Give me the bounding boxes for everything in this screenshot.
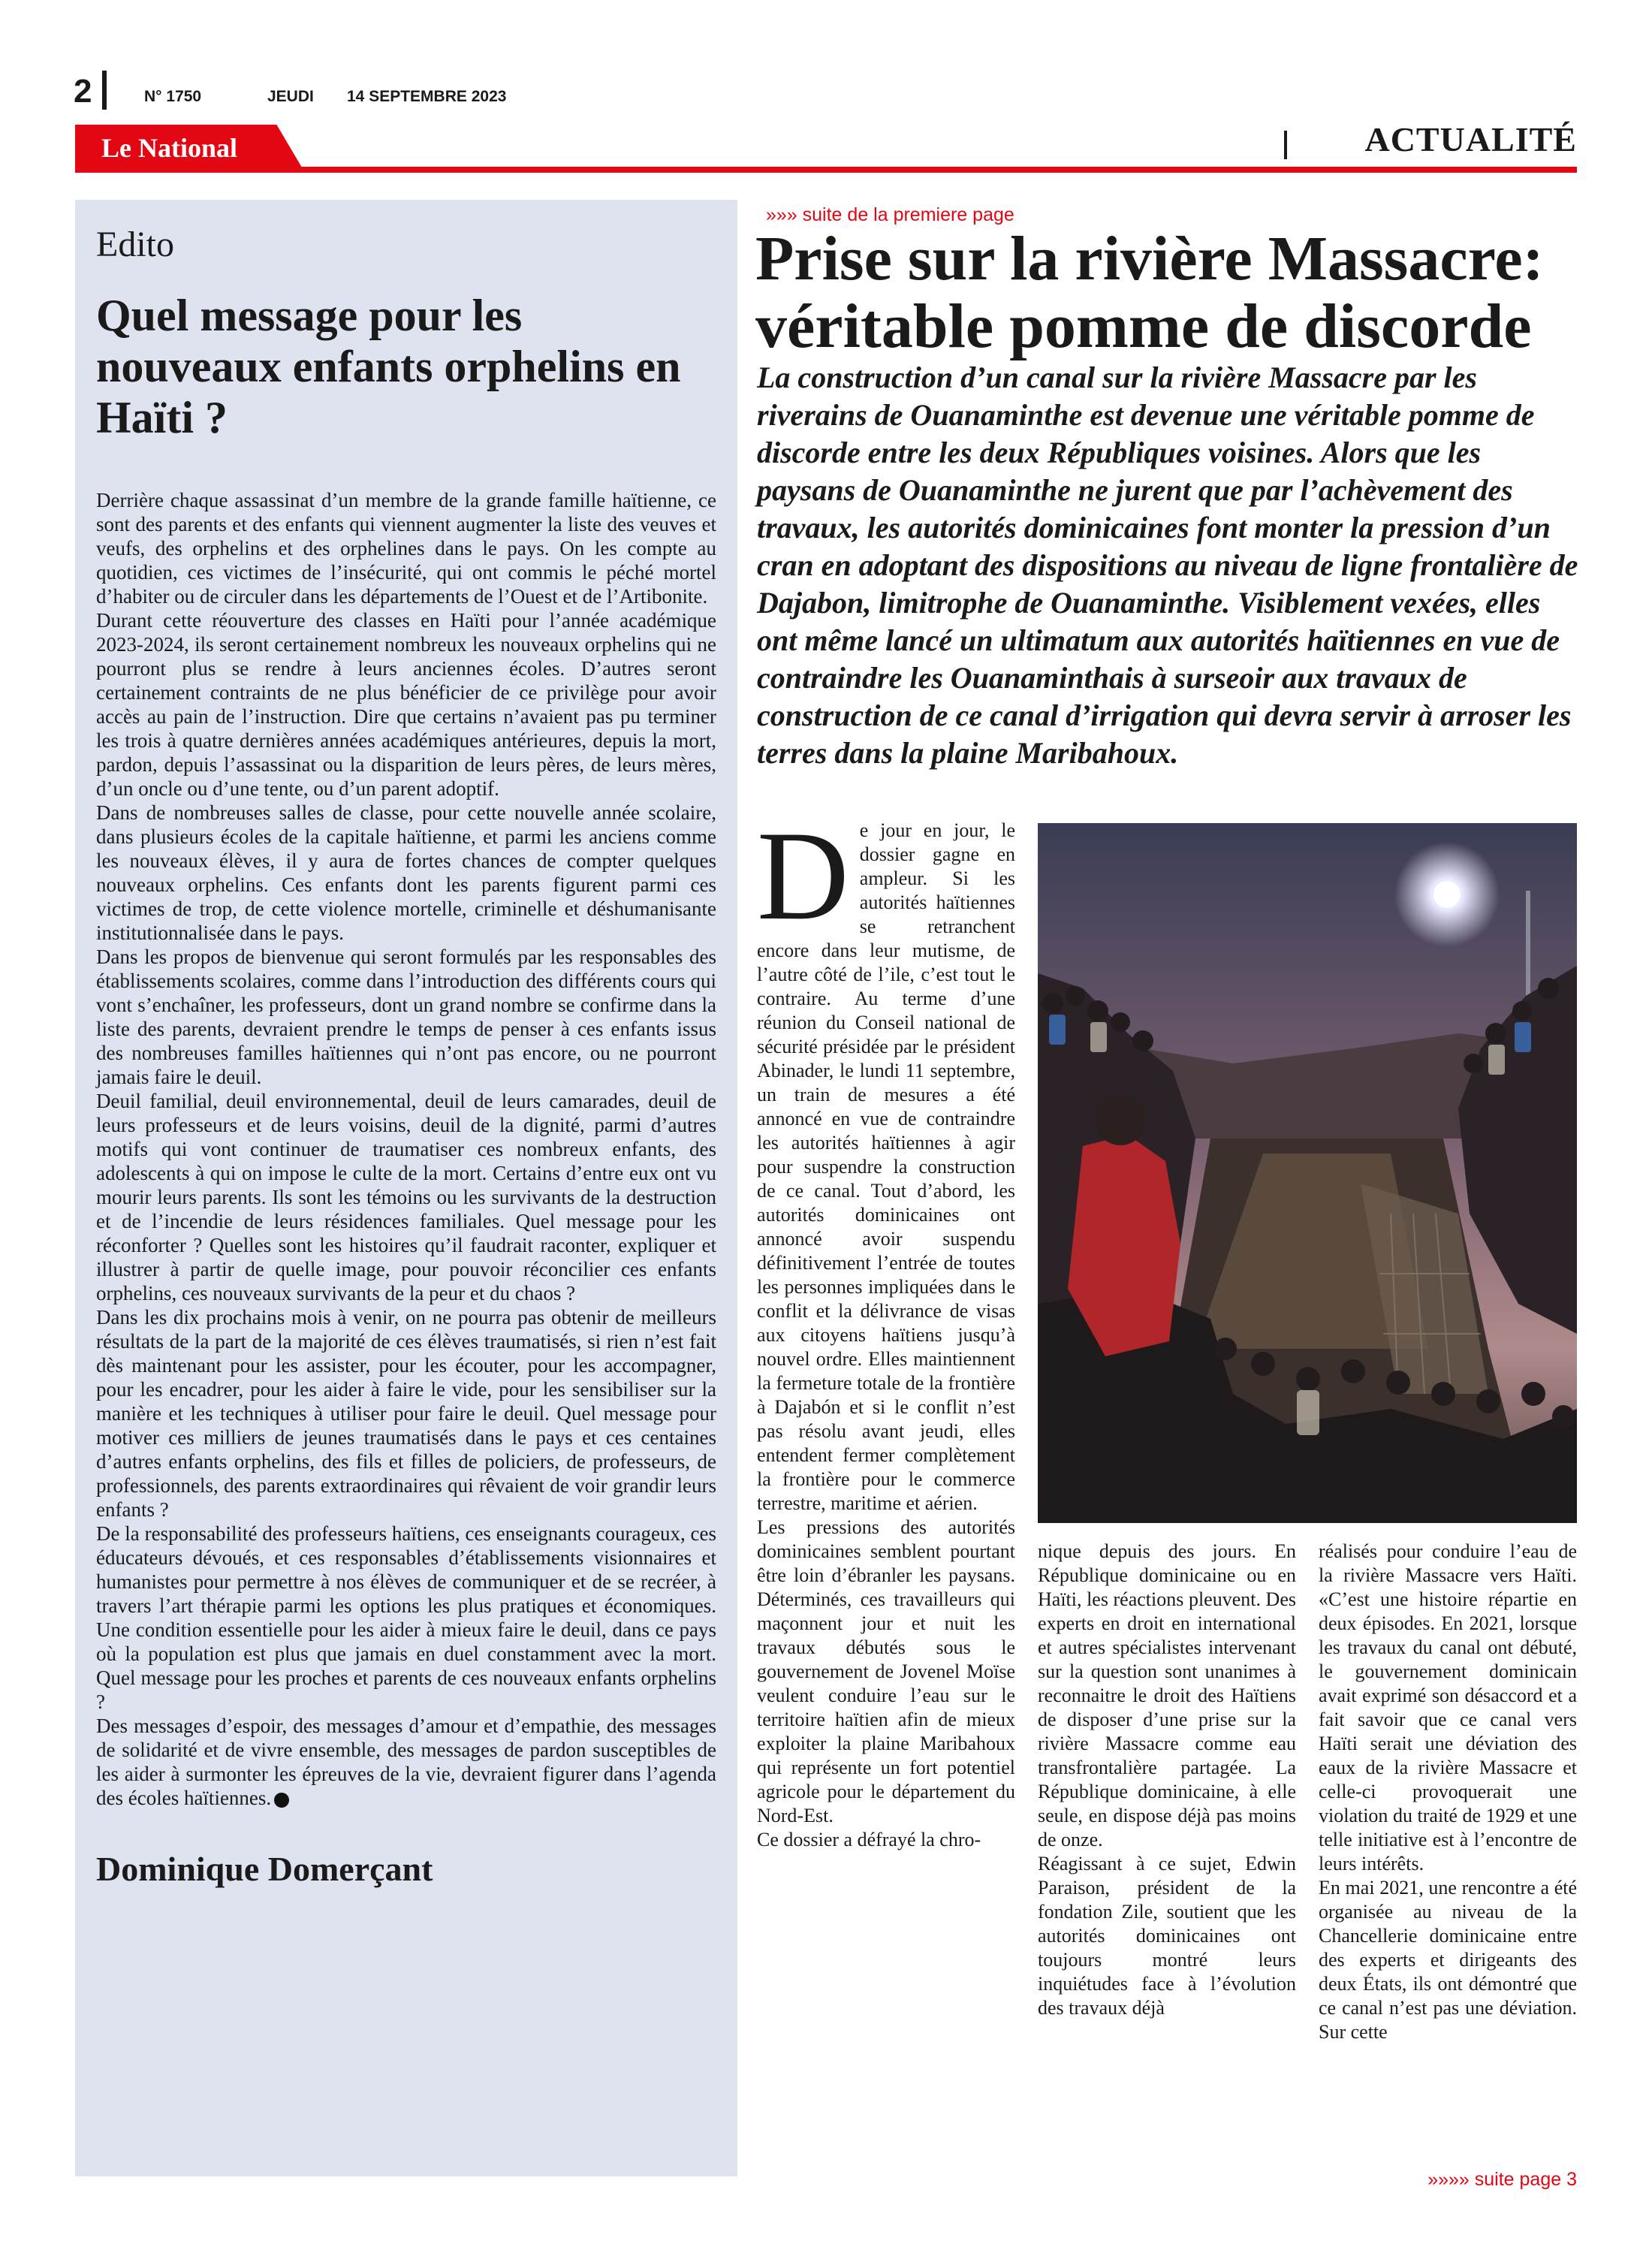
article-paragraph: En mai 2021, une rencontre a été organisée au niveau de la Chancellerie dominicaine entre des experts et dirigeants des deux États, ils ont démontré que ce canal n’est pas une déviation. Sur cette xyxy=(1319,1877,1577,2043)
article-lead: La construction d’un canal sur la rivière Massacre par les riverains de Ouanaminthe est devenue une véritable pomme de discorde entre les deux Républiques voisines. Alors que les paysans de Ouanaminthe ne jurent que par l’achèvement des travaux, les autorités dominicaines font monter la pression d’un cran en adoptant des dispositions au niveau de ligne frontalière de Dajabon, limitrophe de Ouanaminthe. Visiblement vexées, elles ont même lancé un ultimatum aux autorités haïtiennes en vue de contraindre les Ouanaminthais à surseoir aux travaux de construction de ce canal d’irrigation qui devra servir à arroser les terres dans la plaine Maribahoux. xyxy=(757,360,1578,770)
article-paragraph: réalisés pour conduire l’eau de la rivière Massacre vers Haïti. «C’est une histoire répartie en deux épisodes. En 2021, lorsque les travaux du canal ont débuté, le gouvernement dominicain avait exprimé son désaccord et a fait savoir que ce canal vers Haïti serait une déviation des eaux de la rivière Massacre et celle-ci provoquerait une violation du traité de 1929 et une telle initiative est à l’encontre de leurs intérêts. xyxy=(1319,1540,1577,1874)
continued-from-link[interactable]: »»» suite de la premiere page xyxy=(766,204,1014,225)
article-paragraph-text: e jour en jour, le dossier gagne en ampleur. Si les autorités haïtiennes se retranchent encore dans leur mutisme, de l’autre côté de l’ile, c’est tout le contraire. Au terme d’une réunion du Conseil national de sécurité présidée par le président Abinader, le lundi 11 septembre, un train de mesures a été annoncé en vue de contraindre les autorités haïtiennes à agir pour suspendre la construction de ce canal. Tout d’abord, les autorités dominicaines ont annoncé avoir suspendu définitivement l’entrée de toutes les personnes impliquées dans le conflit et la délivrance de visas aux citoyens haïtiens jusqu’à nouvel ordre. Elles maintiennent la fermeture totale de la frontière à Dajabón et si le conflit n’est pas résolu avant jeudi, elles entendent fermer complètement la frontière pour le commerce terrestre, maritime et aérien. xyxy=(757,819,1015,1514)
edito-paragraph: Dans les dix prochains mois à venir, on ne pourra pas obtenir de meilleurs résultats de la part de la majorité de ces élèves traumatisés, si rien n’est fait dès maintenant pour les assister, pour les écouter, pour les accompagner, pour les encadrer, pour les aider à faire le vide, pour les sensibiliser sur la manière et les techniques à utiliser pour faire le deuil. Quel message pour motiver ces milliers de jeunes traumatisés dans le pays et ces centaines d’autres enfants orphelins, des fils et filles de policiers, de professeurs, de professionnels, des parents extraordinaires qui rêvaient de voir grandir leurs enfants ? xyxy=(96,1306,716,1521)
edito-paragraph: Durant cette réouverture des classes en Haïti pour l’année académique 2023-2024, ils seront certainement nombreux les nouveaux orphelins qui ne pourront plus se rendre à leurs anciennes écoles. D’autres seront certainement contraints de ne plus bénéficier de ce privilège pour avoir accès au pain de l’instruction. Dire que certains n’avaient pas pu terminer les trois à quatre dernières années académiques antérieures, depuis la mort, pardon, depuis l’assassinat ou la disparition de leurs pères, de leurs mères, d’un oncle ou d’une tente, ou d’un parent adoptif. xyxy=(96,609,716,800)
edito-paragraph: De la responsabilité des professeurs haïtiens, ces enseignants courageux, ces éducateurs dévoués, et ces responsables d’établissements visionnaires et humanistes pour permettre à nos élèves de communiquer et de se recréer, à travers l’art thérapie parmi les options les plus pratiques et économiques. Une condition essentielle pour les aider à mieux faire le deuil, dans ce pays où la population est plus que jamais en duel constamment avec la mort. Quel message pour les proches et parents de ces nouveaux enfants orphelins ? xyxy=(96,1522,716,1713)
edito-kicker: Edito xyxy=(96,225,174,264)
issue-day: JEUDI xyxy=(267,88,314,105)
edito-author: Dominique Domerçant xyxy=(96,1850,433,1888)
edito-paragraph-last xyxy=(96,1714,716,1810)
drop-cap: D xyxy=(757,805,849,946)
article-paragraph: nique depuis des jours. En République dominicaine ou en Haïti, les réactions pleuvent. Des experts en droit en international et autres spécialistes intervenant sur la question sont unanimes à reconnaitre le droit des Haïtiens de disposer d’une prise sur la rivière Massacre comme eau transfrontalière partagée. La République dominicaine, à elle seule, en dispose déjà pas moins de onze. xyxy=(1038,1540,1296,1850)
issue-number: N° 1750 xyxy=(144,88,202,105)
article-paragraph: Ce dossier a défrayé la chro- xyxy=(757,1829,981,1850)
header-divider xyxy=(102,71,107,110)
article-column-1 xyxy=(757,805,1015,1852)
page-header xyxy=(0,0,1652,180)
article-column-2 xyxy=(1038,1540,1296,2020)
newspaper-logo: Le National xyxy=(101,133,238,163)
article-headline: Prise sur la rivière Massacre: véritable pomme de discorde xyxy=(755,224,1544,361)
edito-paragraph: Dans de nombreuses salles de classe, pour cette nouvelle année scolaire, dans plusieurs écoles de la capitale haïtienne, et parmi les anciens comme les nouveaux élèves, il y aura de fortes chances de compter quelques nouveaux orphelins. Ces enfants dont les parents figurent parmi ces victimes de trop, de cette violence mortelle, criminelle et déshumanisante institutionnalisée dans le pays. xyxy=(96,801,716,944)
edito-paragraph-text: Des messages d’espoir, des messages d’amour et d’empathie, des messages de solidarité et de vivre ensemble, des messages de pardon susceptibles de les aider à surmonter les épreuves de la vie, devraient figurer dans l’agenda des écoles haïtiennes. xyxy=(96,1715,716,1809)
article-column-3 xyxy=(1319,1540,1577,2044)
section-title: ACTUALITÉ xyxy=(1364,120,1577,158)
edito-body xyxy=(96,488,716,1810)
edito-paragraph: Derrière chaque assassinat d’un membre de la grande famille haïtienne, ce sont des parents et des enfants qui viennent augmenter la liste des veuves et veufs, des orphelins et des orphelines dans le pays. On les compte au quotidien, ces victimes de l’insécurité, qui ont commis le péché mortel d’habiter ou de circuler dans les départements de l’Ouest et de l’Artibonite. xyxy=(96,489,716,608)
header-rule xyxy=(75,167,1577,173)
section-divider xyxy=(1284,131,1287,159)
issue-date: 14 SEPTEMBRE 2023 xyxy=(347,88,507,105)
edito-paragraph: Dans les propos de bienvenue qui seront formulés par les responsables des établissements scolaires, comme dans l’introduction des différents cours qui vont s’enchaîner, les professeurs, dont un grand nombre se confirme dans la liste des parents, devraient prendre le temps de penser à ces enfants issus des nombreuses familles haïtiennes qui n’ont pas encore, ou ne pourront jamais faire le deuil. xyxy=(96,946,716,1088)
edito-panel xyxy=(75,200,737,2176)
page-number: 2 xyxy=(74,73,92,110)
edito-title: Quel message pour les nouveaux enfants orphelins en Haïti ? xyxy=(96,291,681,442)
article-paragraph xyxy=(757,805,1015,1516)
article-paragraph: Les pressions des autorités dominicaines semblent pourtant être loin d’ébranler les paysans. Déterminés, ces travailleurs qui maçonnent jour et nuit les travaux débutés sous le gouvernement de Jovenel Moïse veulent conduire l’eau sur le territoire haïtien afin de mieux exploiter la plaine Maribahoux qui représente un fort potentiel agricole pour le département du Nord-Est. xyxy=(757,1516,1015,1826)
article-paragraph: Réagissant à ce sujet, Edwin Paraison, président de la fondation Zile, soutient que les autorités dominicaines ont toujours montré leurs inquiétudes face à l’évolution des travaux déjà xyxy=(1038,1853,1296,2019)
article-photo xyxy=(1038,823,1577,1523)
end-mark-icon xyxy=(274,1793,289,1808)
edito-paragraph: Deuil familial, deuil environnemental, deuil de leurs camarades, deuil de leurs professeurs et de leurs voisins, deuil de la dignité, parmi d’autres motifs qui vont continuer de traumatiser ces nombreux enfants, des adolescents à qui on impose le culte de la mort. Certains d’entre eux ont vu mourir leurs parents. Ils sont les témoins ou les survivants de la destruction et de l’incendie de leurs résidences familiales. Quel message pour les réconforter ? Quelles sont les histoires qu’il faudrait raconter, expliquer et illustrer à partir de quelle image, pour pouvoir réconcilier ces enfants orphelins, ces nouveaux survivants de la peur et du chaos ? xyxy=(96,1090,716,1304)
continued-to-link[interactable]: »»»» suite page 3 xyxy=(1427,2169,1577,2190)
crowd-at-canal-image xyxy=(1038,823,1577,1523)
